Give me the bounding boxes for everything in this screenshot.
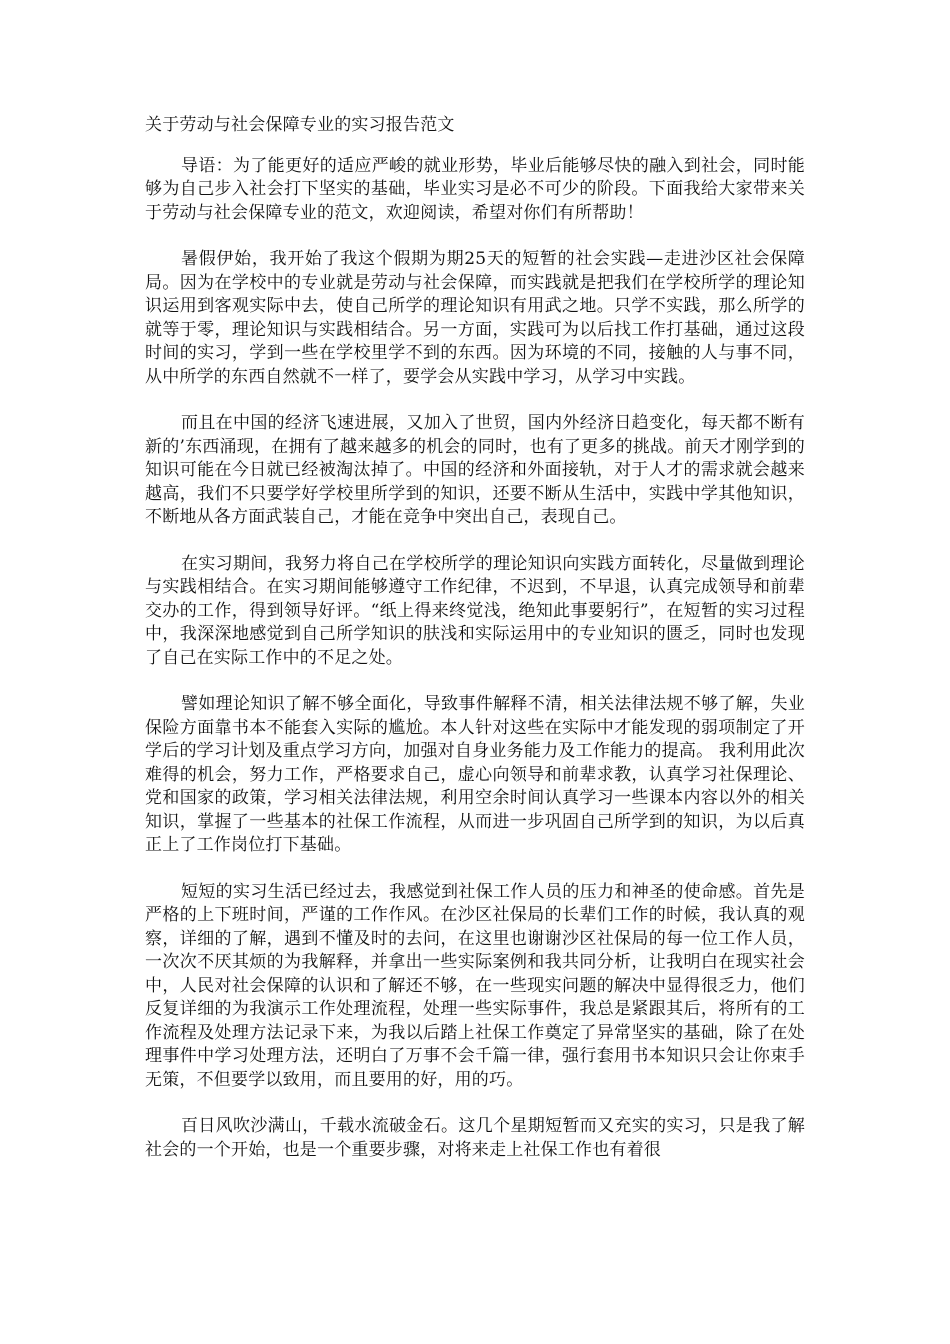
document-body: [145, 114, 805, 1185]
document-title: 关于劳动与社会保障专业的实习报告范文: [145, 115, 455, 135]
paragraph-truncated: 百日风吹沙满山，千载水流破金石。这几个星期短暂而又充实的实习，只是我了解社会的一个开始，也是一个重要步骤，对将来走上社保工作也有着很: [145, 1116, 805, 1160]
paragraph: 譬如理论知识了解不够全面化，导致事件解释不清，相关法律法规不够了解，失业保险方面靠书本不能套入实际的尴尬。本人针对这些在实际中才能发现的弱项制定了开学后的学习计划及重点学习方向，加强对自身业务能力及工作能力的提高。 我利用此次难得的机会，努力工作，严格要求自己，虚心向领导和前辈求教，认真学习社保理论、党和国家的政策，学习相关法律法规，利用空余时间认真学习一些课本内容以外的相关知识，掌握了一些基本的社保工作流程，从而进一步巩固自己所学到的知识，为以后真正上了工作岗位打下基础。: [145, 694, 805, 855]
paragraph-intro: 导语：为了能更好的适应严峻的就业形势，毕业后能够尽快的融入到社会，同时能够为自己步入社会打下坚实的基础，毕业实习是必不可少的阶段。下面我给大家带来关于劳动与社会保障专业的范文，欢迎阅读，希望对你们有所帮助！: [145, 155, 805, 223]
paragraph: 短短的实习生活已经过去，我感觉到社保工作人员的压力和神圣的使命感。首先是严格的上下班时间，严谨的工作作风。在沙区社保局的长辈们工作的时候，我认真的观察，详细的了解，遇到不懂及时的去问，在这里也谢谢沙区社保局的每一位工作人员，一次次不厌其烦的为我解释，并拿出一些实际案例和我共同分析，让我明白在现实社会中，人民对社会保障的认识和了解还不够，在一些现实问题的解决中显得很乏力，他们反复详细的为我演示工作处理流程，处理一些实际事件，我总是紧跟其后，将所有的工作流程及处理方法记录下来，为我以后踏上社保工作奠定了异常坚实的基础，除了在处理事件中学习处理方法，还明白了万事不会千篇一律，强行套用书本知识只会让你束手无策，不但要学以致用，而且要用的好，用的巧。: [145, 881, 805, 1090]
paragraph: 暑假伊始，我开始了我这个假期为期25天的短暂的社会实践—走进沙区社会保障局。因为在学校中的专业就是劳动与社会保障，而实践就是把我们在学校所学的理论知识运用到客观实际中去，使自己所学的理论知识有用武之地。只学不实践，那么所学的就等于零，理论知识与实践相结合。另一方面，实践可为以后找工作打基础，通过这段时间的实习，学到一些在学校里学不到的东西。因为环境的不同，接触的人与事不同，从中所学的东西自然就不一样了，要学会从实践中学习，从学习中实践。: [145, 249, 805, 387]
paragraph: 在实习期间，我努力将自己在学校所学的理论知识向实践方面转化，尽量做到理论与实践相结合。在实习期间能够遵守工作纪律，不迟到，不早退，认真完成领导和前辈交办的工作，得到领导好评。“纸上得来终觉浅，绝知此事要躬行”，在短暂的实习过程中，我深深地感觉到自己所学知识的肤浅和实际运用中的专业知识的匮乏，同时也发现了自己在实际工作中的不足之处。: [145, 553, 805, 668]
paragraph: 而且在中国的经济飞速进展，又加入了世贸，国内外经济日趋变化，每天都不断有新的’东西涌现，在拥有了越来越多的机会的同时，也有了更多的挑战。前天才刚学到的知识可能在今日就已经被淘汰掉了。中国的经济和外面接轨，对于人才的需求就会越来越高，我们不只要学好学校里所学到的知识，还要不断从生活中，实践中学其他知识，不断地从各方面武装自己，才能在竞争中突出自己，表现自己。: [145, 413, 805, 527]
